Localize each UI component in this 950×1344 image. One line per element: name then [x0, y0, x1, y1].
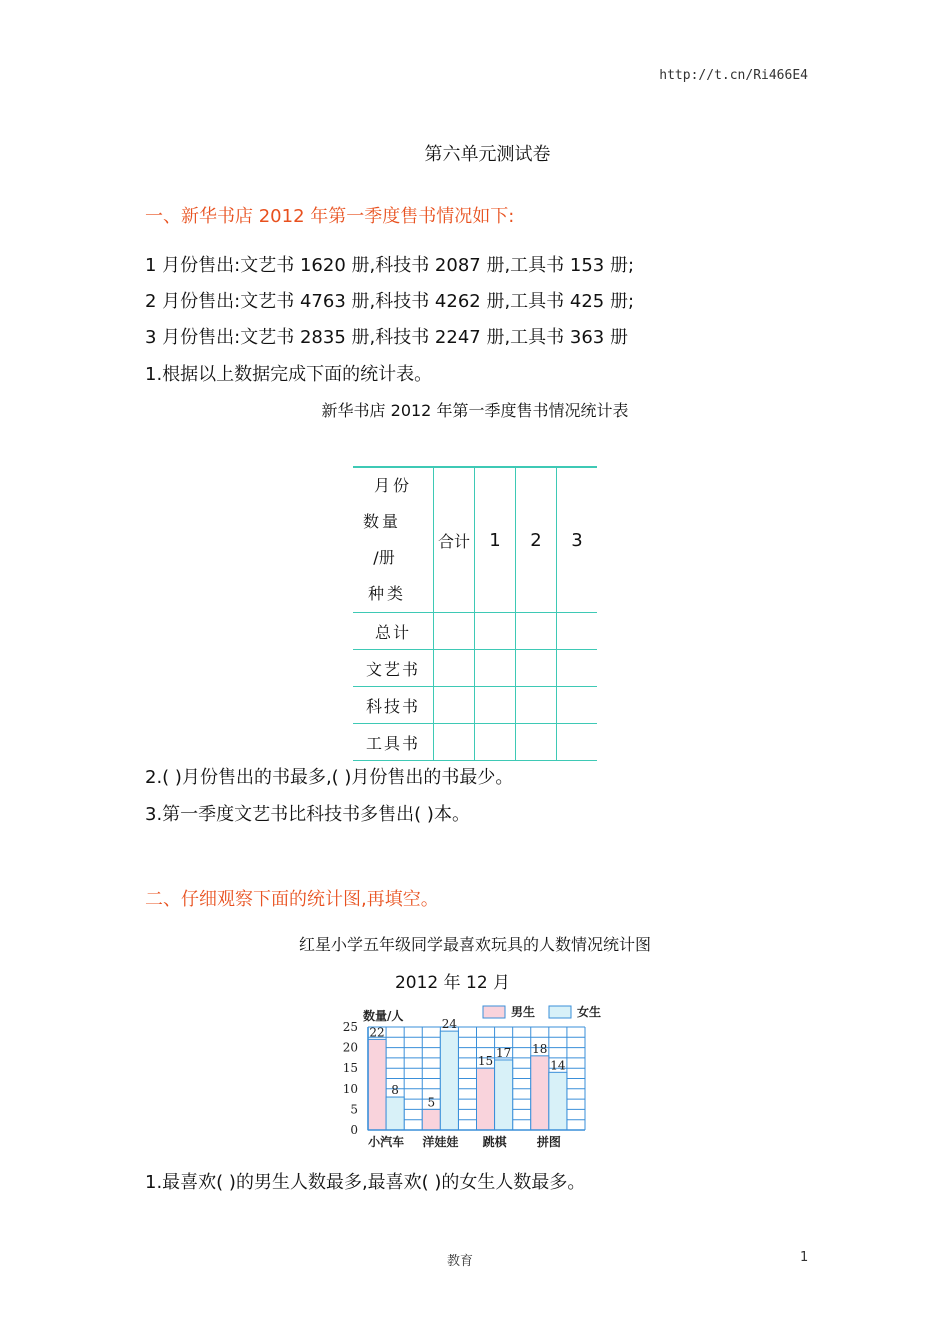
table-cell[interactable] — [434, 724, 475, 761]
bar-boys — [368, 1039, 386, 1130]
col-header-total: 合计 — [434, 467, 475, 613]
corner-month: 月份 — [373, 476, 412, 495]
page-number: 1 — [800, 1250, 809, 1265]
col-header-month1: 1 — [475, 467, 516, 613]
bar-chart — [335, 1000, 615, 1152]
table-cell[interactable] — [557, 613, 598, 650]
col-header-month3: 3 — [557, 467, 598, 613]
row-label-science: 科技书 — [353, 687, 434, 724]
table-cell[interactable] — [475, 650, 516, 687]
x-category-label: 跳棋 — [482, 1135, 507, 1149]
table-row — [353, 613, 597, 650]
table-title: 新华书店 2012 年第一季度售书情况统计表 — [321, 401, 629, 420]
bar-value-label: 18 — [532, 1041, 548, 1056]
table-cell[interactable] — [475, 724, 516, 761]
question-2-1: 1.最喜欢( )的男生人数最多,最喜欢( )的女生人数最多。 — [145, 1172, 586, 1193]
row-label-total: 总计 — [353, 613, 434, 650]
y-tick-label: 25 — [342, 1020, 358, 1034]
bar-value-label: 15 — [477, 1054, 494, 1069]
legend-label-boys: 男生 — [511, 1005, 536, 1019]
table-cell[interactable] — [475, 687, 516, 724]
data-line-3: 3 月份售出:文艺书 2835 册,科技书 2247 册,工具书 363 册 — [145, 327, 628, 348]
bar-value-label: 5 — [427, 1095, 436, 1110]
table-cell[interactable] — [434, 613, 475, 650]
bar-value-label: 14 — [550, 1058, 566, 1073]
corner-type: 种类 — [367, 584, 406, 603]
question-1-3: 3.第一季度文艺书比科技书多售出( )本。 — [145, 804, 470, 825]
x-category-label: 拼图 — [536, 1135, 561, 1149]
y-tick-label: 5 — [350, 1102, 358, 1117]
table-cell[interactable] — [516, 687, 557, 724]
row-label-tools: 工具书 — [353, 724, 434, 761]
table-cell[interactable] — [557, 724, 598, 761]
section2-heading: 二、仔细观察下面的统计图,再填空。 — [145, 889, 439, 910]
header-url: http://t.cn/Ri466E4 — [659, 68, 808, 83]
data-line-1: 1 月份售出:文艺书 1620 册,科技书 2087 册,工具书 153 册; — [145, 255, 635, 276]
y-tick-label: 20 — [342, 1040, 358, 1055]
y-tick-label: 10 — [342, 1081, 358, 1096]
y-axis-label: 数量/人 — [363, 1009, 404, 1023]
bar-value-label: 22 — [369, 1025, 385, 1040]
bar-boys — [531, 1056, 549, 1130]
y-tick-label: 15 — [342, 1061, 358, 1076]
table-cell[interactable] — [516, 613, 557, 650]
table-row — [353, 650, 597, 687]
bar-value-label: 24 — [441, 1017, 458, 1032]
y-tick-label: 0 — [350, 1123, 358, 1137]
bar-value-label: 8 — [391, 1083, 399, 1098]
table-cell[interactable] — [557, 650, 598, 687]
corner-unit: /册 — [373, 548, 395, 567]
page-title: 第六单元测试卷 — [424, 144, 551, 165]
question-1-1: 1.根据以上数据完成下面的统计表。 — [145, 364, 433, 385]
table-row — [353, 724, 597, 761]
table-cell[interactable] — [516, 724, 557, 761]
table-cell[interactable] — [434, 687, 475, 724]
section1-heading: 一、新华书店 2012 年第一季度售书情况如下: — [145, 206, 515, 227]
x-category-label: 小汽车 — [368, 1135, 405, 1149]
chart-title: 红星小学五年级同学最喜欢玩具的人数情况统计图 — [298, 935, 651, 954]
table-cell[interactable] — [516, 650, 557, 687]
stat-table — [353, 466, 597, 761]
bar-boys — [422, 1109, 440, 1130]
question-1-2: 2.( )月份售出的书最多,( )月份售出的书最少。 — [145, 767, 514, 788]
chart-date: 2012 年 12 月 — [394, 973, 511, 993]
bar-value-label: 17 — [495, 1045, 512, 1060]
legend-label-girls: 女生 — [577, 1005, 602, 1019]
table-cell[interactable] — [475, 613, 516, 650]
bar-girls — [440, 1031, 458, 1130]
table-cell[interactable] — [557, 687, 598, 724]
bar-girls — [386, 1097, 404, 1130]
footer-text: 教育 — [446, 1254, 473, 1269]
table-cell[interactable] — [434, 650, 475, 687]
bar-girls — [495, 1060, 513, 1130]
bar-girls — [549, 1072, 567, 1130]
x-category-label: 洋娃娃 — [422, 1135, 459, 1149]
col-header-month2: 2 — [516, 467, 557, 613]
legend-swatch-girls — [549, 1006, 571, 1018]
bar-boys — [477, 1068, 495, 1130]
table-corner-header — [353, 467, 434, 613]
corner-quantity: 数量 — [362, 512, 401, 531]
data-line-2: 2 月份售出:文艺书 4763 册,科技书 4262 册,工具书 425 册; — [145, 291, 635, 312]
table-row — [353, 687, 597, 724]
legend-swatch-boys — [483, 1006, 505, 1018]
row-label-literature: 文艺书 — [353, 650, 434, 687]
